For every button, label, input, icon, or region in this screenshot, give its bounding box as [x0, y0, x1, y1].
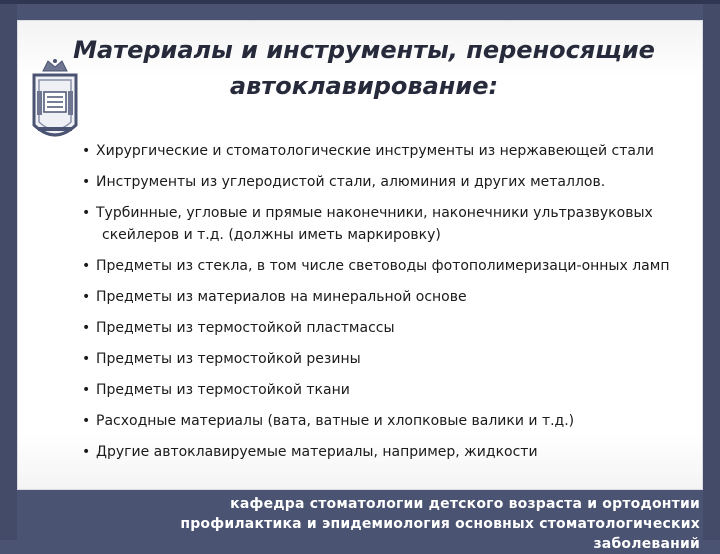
bullet-dot: •: [82, 258, 91, 274]
slide-title: [44, 32, 684, 104]
bullet-dot: •: [82, 351, 91, 367]
bullet-item: [78, 255, 688, 277]
bullet-dot: •: [82, 413, 91, 429]
bullet-item: [78, 202, 688, 246]
bullet-list: [78, 140, 688, 472]
bullet-text: Хирургические и стоматологические инструменты из нержавеющей стали: [96, 143, 654, 159]
bullet-dot: •: [82, 320, 91, 336]
top-frame-line: [0, 0, 720, 4]
bullet-item: [78, 441, 688, 463]
bullet-item: [78, 348, 688, 370]
bullet-text: Предметы из материалов на минеральной основе: [96, 289, 467, 305]
bullet-text: Предметы из термостойкой резины: [96, 351, 361, 367]
bullet-text: Турбинные, угловые и прямые наконечники, наконечники ультразвуковых скейлеров и т.д. (должны иметь маркировку): [96, 205, 653, 243]
bullet-text: Предметы из стекла, в том числе световоды фотополимеризаци-онных ламп: [96, 258, 670, 274]
bullet-dot: •: [82, 205, 91, 221]
bullet-item: [78, 286, 688, 308]
footer-department: кафедра стоматологии детского возраста и ортодонтии: [230, 496, 700, 512]
bullet-text: Расходные материалы (вата, ватные и хлопковые валики и т.д.): [96, 413, 575, 429]
title-line-2: автоклавирование:: [229, 72, 499, 100]
bullet-item: [78, 410, 688, 432]
bullet-text: Другие автоклавируемые материалы, например, жидкости: [96, 444, 538, 460]
bullet-item: [78, 379, 688, 401]
bullet-text: Предметы из термостойкой пластмассы: [96, 320, 395, 336]
bullet-item: [78, 317, 688, 339]
bullet-dot: •: [82, 382, 91, 398]
bullet-text: Инструменты из углеродистой стали, алюминия и других металлов.: [96, 174, 606, 190]
bullet-text: Предметы из термостойкой ткани: [96, 382, 350, 398]
bullet-dot: •: [82, 174, 91, 190]
bullet-item: [78, 171, 688, 193]
bullet-dot: •: [82, 143, 91, 159]
bullet-dot: •: [82, 444, 91, 460]
left-frame-bar: [0, 0, 17, 540]
footer-subject: профилактика и эпидемиология основных стоматологических заболеваний: [180, 516, 700, 552]
bullet-dot: •: [82, 289, 91, 305]
footer: [80, 494, 700, 554]
bullet-item: [78, 140, 688, 162]
right-frame-bar: [703, 0, 720, 540]
title-line-1: Материалы и инструменты, переносящие: [73, 36, 655, 64]
